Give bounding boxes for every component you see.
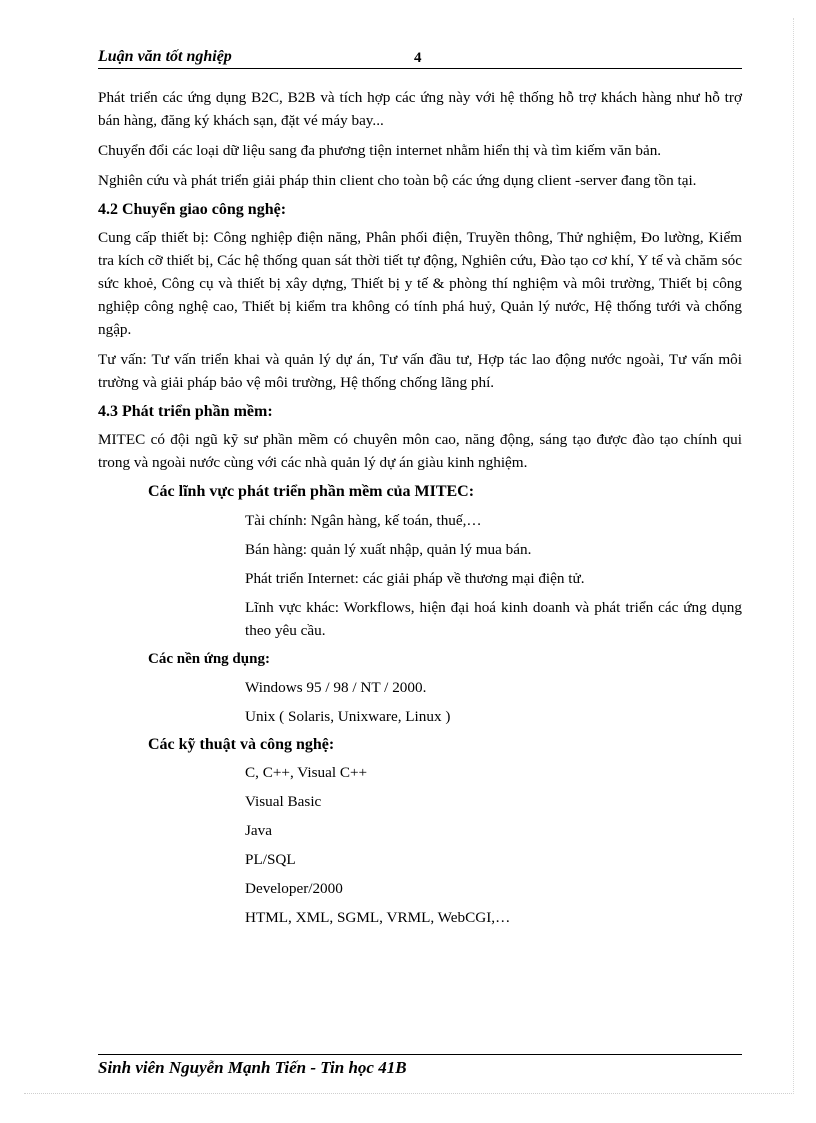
intro-paragraph: Phát triển các ứng dụng B2C, B2B và tích hợp các ứng này với hệ thống hỗ trợ khách hàng như hỗ trợ bán hàng, đăng ký khách sạn, đặt vé máy bay...: [98, 89, 742, 129]
list-item: Windows 95 / 98 / NT / 2000.: [245, 679, 427, 696]
section-heading-4-3: 4.3 Phát triển phần mềm:: [98, 403, 273, 420]
consulting-paragraph: Tư vấn: Tư vấn triển khai và quản lý dự án, Tư vấn đầu tư, Hợp tác lao động nước ngoài, Tư vấn môi trường và giải pháp bảo vệ môi trường, Hệ thống chống lãng phí.: [98, 351, 742, 391]
tech-heading: Các kỹ thuật và công nghệ:: [148, 736, 335, 753]
page-right-edge: [793, 18, 794, 1094]
tech-list: [98, 762, 742, 929]
list-item: Bán hàng: quản lý xuất nhập, quản lý mua bán.: [245, 541, 532, 558]
list-item: Tài chính: Ngân hàng, kế toán, thuế,…: [245, 512, 482, 529]
platforms-list: [98, 676, 742, 728]
platforms-heading: Các nền ứng dụng:: [148, 651, 270, 667]
list-item: Developer/2000: [245, 880, 343, 897]
document-body: [98, 86, 742, 936]
list-item: Lĩnh vực khác: Workflows, hiện đại hoá kinh doanh và phát triển các ứng dụng theo yêu cầu.: [245, 599, 742, 639]
fields-list: [98, 509, 742, 642]
software-paragraph: MITEC có đội ngũ kỹ sư phần mềm có chuyên môn cao, năng động, sáng tạo được đào tạo chính qui trong và ngoài nước cùng với các nhà quản lý dự án giàu kinh nghiệm.: [98, 431, 742, 471]
footer-divider: [98, 1054, 742, 1055]
page-header: [98, 48, 742, 69]
section-heading-4-2: 4.2 Chuyển giao công nghệ:: [98, 201, 287, 218]
list-item: Visual Basic: [245, 793, 322, 810]
equipment-paragraph: Cung cấp thiết bị: Công nghiệp điện năng, Phân phối điện, Truyền thông, Thử nghiệm, Đo lường, Kiểm tra kích cỡ thiết bị, Các hệ thống quan sát thời tiết tự động, Nghiên cứu, Đào tạo cơ khí, Y tế và chăm sóc sức khoẻ, Công cụ và thiết bị xây dựng, Thiết bị y tế & phòng thí nghiệm và môi trường, Thiết bị công nghiệp công nghệ cao, Thiết bị kiểm tra không có tính phá huỷ, Quản lý nước, Hệ thống tưới và chống ngập.: [98, 229, 742, 338]
footer-text: Sinh viên Nguyễn Mạnh Tiến - Tin học 41B: [98, 1058, 407, 1077]
fields-heading: Các lĩnh vực phát triển phần mềm của MITEC:: [148, 483, 475, 500]
list-item: Unix ( Solaris, Unixware, Linux ): [245, 708, 451, 725]
intro-paragraph: Chuyển đổi các loại dữ liệu sang đa phương tiện internet nhằm hiển thị và tìm kiếm văn bản.: [98, 142, 662, 159]
list-item: PL/SQL: [245, 851, 296, 868]
header-title: Luận văn tốt nghiệp: [98, 48, 232, 65]
intro-paragraph: Nghiên cứu và phát triển giải pháp thin client cho toàn bộ các ứng dụng client -server đang tồn tại.: [98, 172, 697, 189]
list-item: HTML, XML, SGML, VRML, WebCGI,…: [245, 909, 511, 926]
list-item: Java: [245, 822, 272, 839]
list-item: Phát triển Internet: các giải pháp về thương mại điện tử.: [245, 570, 585, 587]
list-item: C, C++, Visual C++: [245, 764, 368, 781]
page-bottom-edge: [24, 1093, 794, 1094]
page-number: 4: [414, 50, 422, 66]
